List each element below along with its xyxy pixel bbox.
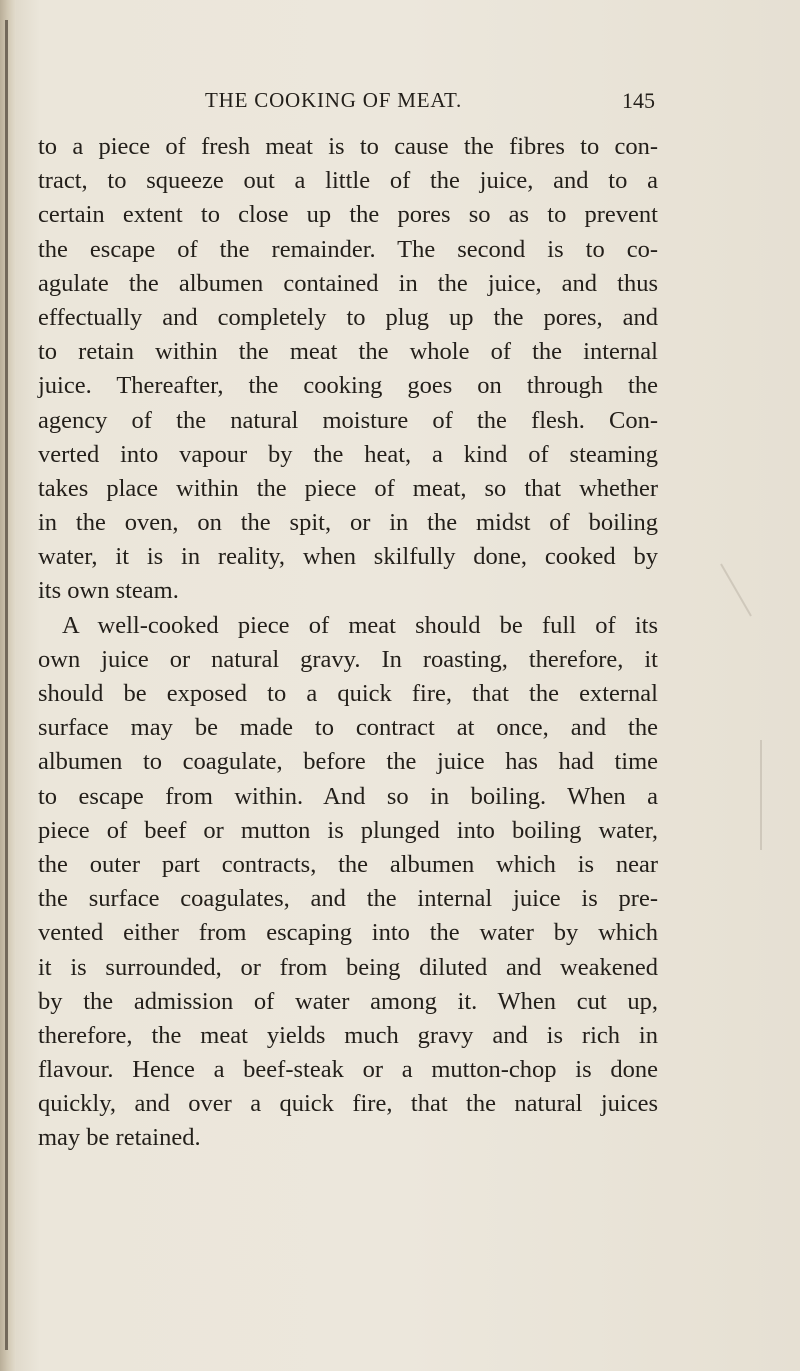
page-gutter bbox=[0, 0, 16, 1371]
text-line: should be exposed to a quick fire, that the external bbox=[38, 680, 658, 707]
text-line: flavour. Hence a beef-steak or a mutton-chop is done bbox=[38, 1056, 658, 1084]
text-line: tract, to squeeze out a little of the juice, and to a bbox=[38, 167, 658, 195]
text-line: agency of the natural moisture of the flesh. Con- bbox=[38, 406, 658, 434]
text-line: juice. Thereafter, the cooking goes on through the bbox=[38, 372, 658, 400]
running-title: THE COOKING OF MEAT. bbox=[205, 88, 463, 112]
text-line: to escape from within. And so in boiling. When a bbox=[38, 782, 658, 810]
text-line: takes place within the piece of meat, so that whether bbox=[38, 474, 658, 502]
text-line: A well-cooked piece of meat should be full of its bbox=[62, 611, 658, 639]
text-line: certain extent to close up the pores so as to prevent bbox=[38, 201, 658, 229]
paragraph-1 bbox=[38, 130, 658, 609]
text-line: the outer part contracts, the albumen which is near bbox=[38, 850, 658, 878]
text-line: quickly, and over a quick fire, that the natural juices bbox=[38, 1090, 658, 1118]
text-line: surface may be made to contract at once, and the bbox=[38, 714, 658, 742]
text-line: to retain within the meat the whole of the internal bbox=[38, 338, 658, 366]
text-line: therefore, the meat yields much gravy and is rich in bbox=[38, 1021, 658, 1049]
page-blemish bbox=[720, 564, 752, 617]
body-text bbox=[38, 130, 658, 1156]
text-line: own juice or natural gravy. In roasting, therefore, it bbox=[38, 645, 658, 673]
text-line: to a piece of fresh meat is to cause the fibres to con- bbox=[38, 133, 658, 160]
text-line: the escape of the remainder. The second is to co- bbox=[38, 235, 658, 263]
text-line: may be retained. bbox=[38, 1124, 201, 1152]
text-line: agulate the albumen contained in the juice, and thus bbox=[38, 269, 658, 297]
text-line: vented either from escaping into the water by which bbox=[38, 919, 658, 947]
text-line: verted into vapour by the heat, a kind of steaming bbox=[38, 440, 658, 468]
text-line: in the oven, on the spit, or in the midst of boiling bbox=[38, 509, 658, 537]
page-header bbox=[205, 88, 655, 118]
binding-edge bbox=[5, 20, 8, 1350]
page-blemish bbox=[760, 740, 762, 850]
text-line: it is surrounded, or from being diluted and weakened bbox=[38, 953, 658, 981]
text-line: effectually and completely to plug up the pores, and bbox=[38, 303, 658, 331]
text-line: piece of beef or mutton is plunged into boiling water, bbox=[38, 816, 658, 844]
text-line: albumen to coagulate, before the juice has had time bbox=[38, 748, 658, 776]
text-line: the surface coagulates, and the internal juice is pre- bbox=[38, 885, 658, 913]
paragraph-2 bbox=[38, 609, 658, 1156]
text-line: water, it is in reality, when skilfully done, cooked by bbox=[38, 543, 658, 571]
page-number: 145 bbox=[622, 88, 655, 113]
text-line: its own steam. bbox=[38, 577, 179, 605]
text-line: by the admission of water among it. When cut up, bbox=[38, 987, 658, 1015]
